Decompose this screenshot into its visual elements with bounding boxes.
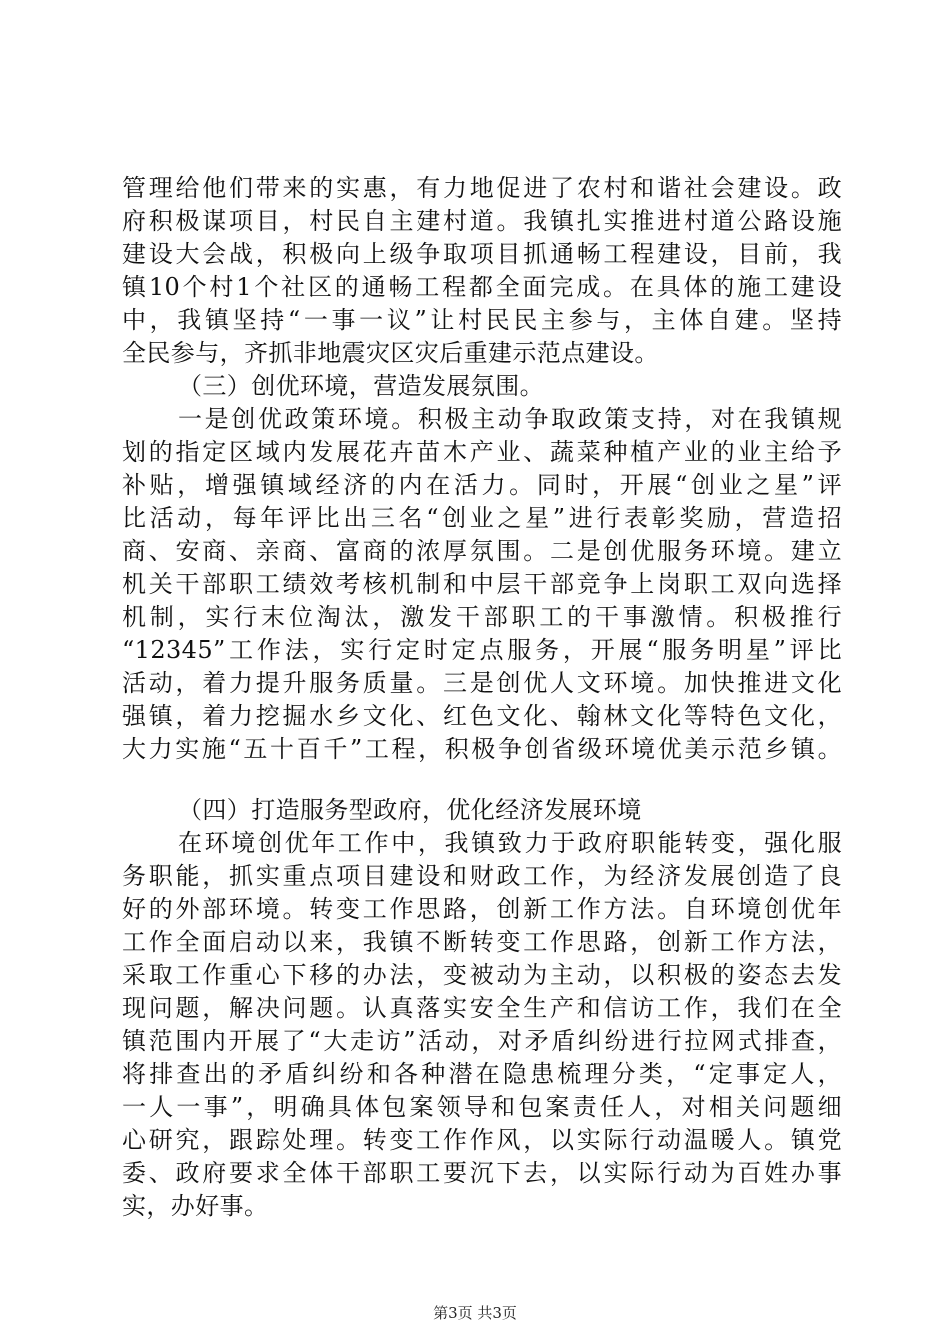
text-line: 划的指定区域内发展花卉苗木产业、蔬菜种植产业的业主给予	[122, 438, 842, 466]
text-line: 大力实施“五十百千”工程，积极争创省级环境优美示范乡镇。	[122, 735, 842, 763]
text-line: 管理给他们带来的实惠，有力地促进了农村和谐社会建设。政	[122, 174, 842, 202]
paragraph-environment	[122, 403, 842, 766]
text-line: 中，我镇坚持“一事一议”让村民民主参与，主体自建。坚持	[122, 306, 842, 334]
text-line: 采取工作重心下移的办法，变被动为主动，以积极的姿态去发	[122, 961, 842, 989]
text-line: 实，办好事。	[122, 1192, 269, 1220]
text-line: 一人一事”，明确具体包案领导和包案责任人，对相关问题细	[122, 1093, 842, 1121]
text-line: 镇范围内开展了“大走访”活动，对矛盾纠纷进行拉网式排查，	[122, 1027, 842, 1055]
paragraph-gap	[122, 766, 842, 794]
text-line: 将排查出的矛盾纠纷和各种潜在隐患梳理分类，“定事定人，	[122, 1060, 842, 1088]
page-number-footer: 第3页 共3页	[433, 1304, 517, 1322]
body-text	[122, 172, 842, 1223]
section-heading-3: （三）创优环境，营造发展氛围。	[178, 372, 544, 400]
text-line: 商、安商、亲商、富商的浓厚氛围。二是创优服务环境。建立	[122, 537, 842, 565]
text-line: 委、政府要求全体干部职工要沉下去，以实际行动为百姓办事	[122, 1159, 842, 1187]
text-line: 比活动，每年评比出三名“创业之星”进行表彰奖励，营造招	[122, 504, 842, 532]
text-line: 工作全面启动以来，我镇不断转变工作思路，创新工作方法，	[122, 928, 842, 956]
text-line: 心研究，跟踪处理。转变工作作风，以实际行动温暖人。镇党	[122, 1126, 842, 1154]
text-line: 现问题，解决问题。认真落实安全生产和信访工作，我们在全	[122, 994, 842, 1022]
section-heading-4: （四）打造服务型政府，优化经济发展环境	[178, 796, 642, 824]
text-line: 建设大会战，积极向上级争取项目抓通畅工程建设，目前，我	[122, 240, 842, 268]
paragraph-service-government	[122, 827, 842, 1223]
paragraph-rural-roads	[122, 172, 842, 370]
text-line: 在环境创优年工作中，我镇致力于政府职能转变，强化服	[178, 829, 842, 857]
text-line: 补贴，增强镇域经济的内在活力。同时，开展“创业之星”评	[122, 471, 842, 499]
text-line: 活动，着力提升服务质量。三是创优人文环境。加快推进文化	[122, 669, 842, 697]
text-line: 好的外部环境。转变工作思路，创新工作方法。自环境创优年	[122, 895, 842, 923]
text-line: 机关干部职工绩效考核机制和中层干部竞争上岗职工双向选择	[122, 570, 842, 598]
text-line: 一是创优政策环境。积极主动争取政策支持，对在我镇规	[178, 405, 842, 433]
text-line: 强镇，着力挖掘水乡文化、红色文化、翰林文化等特色文化，	[122, 702, 842, 730]
text-line: 镇10个村1个社区的通畅工程都全面完成。在具体的施工建设	[122, 273, 842, 301]
text-line: 府积极谋项目，村民自主建村道。我镇扎实推进村道公路设施	[122, 207, 842, 235]
text-line: “12345”工作法，实行定时定点服务，开展“服务明星”评比	[122, 636, 842, 664]
text-line: 机制，实行末位淘汰，激发干部职工的干事激情。积极推行	[122, 603, 842, 631]
text-line: 全民参与，齐抓非地震灾区灾后重建示范点建设。	[122, 339, 659, 367]
text-line: 务职能，抓实重点项目建设和财政工作，为经济发展创造了良	[122, 862, 842, 890]
